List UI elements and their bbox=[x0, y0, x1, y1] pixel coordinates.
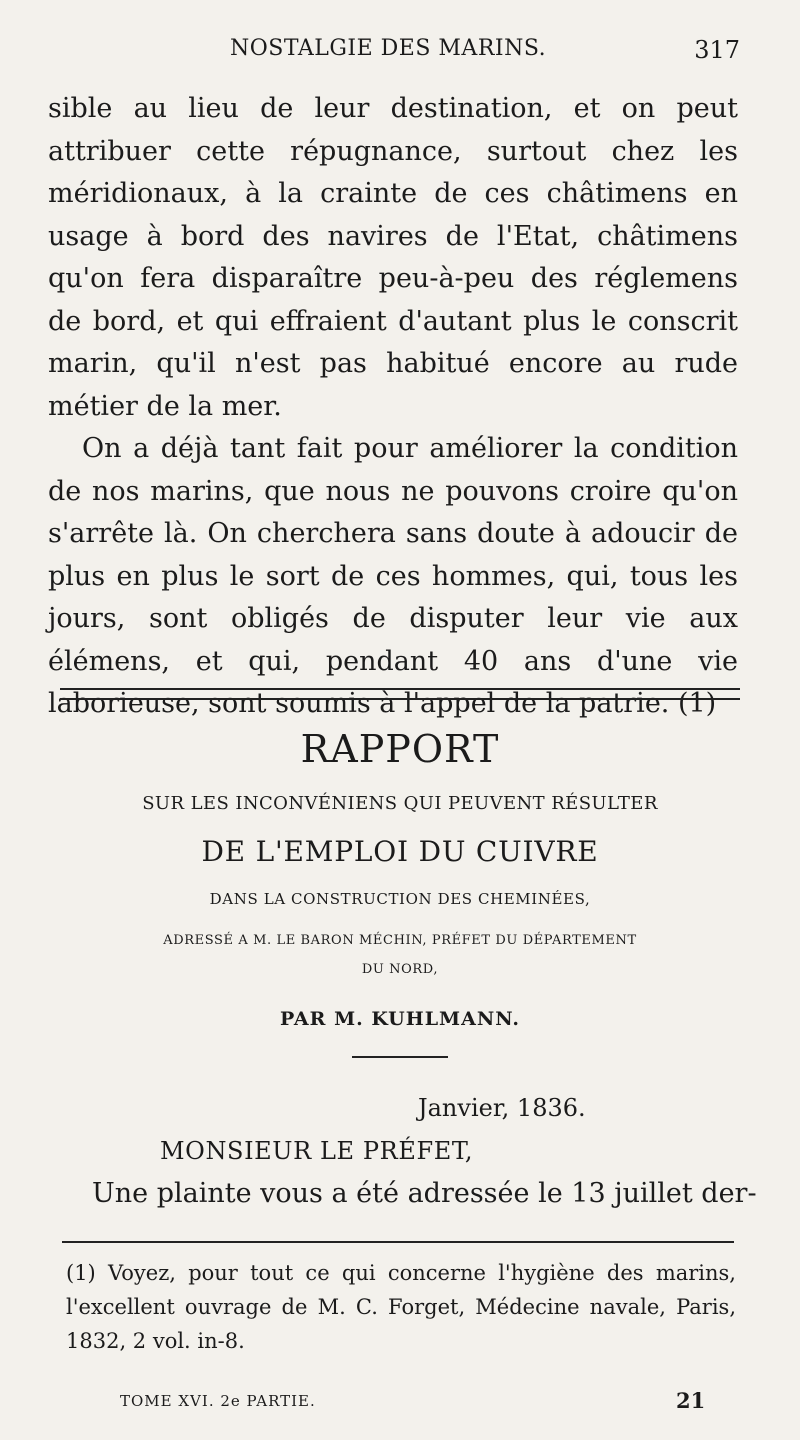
report-author: PAR M. KUHLMANN. bbox=[280, 1008, 520, 1030]
paragraph-1: sible au lieu de leur destination, et on peut attribuer cette répugnance, surtout chez les méridionaux, à la crainte de ces châtimens en usage à bord des navires de l'Etat, châtimens qu'on fera disparaître peu-à-peu des réglemens de bord, et qui effraient d'autant plus le conscrit marin, qu'il n'est pas habitué encore au rude métier de la mer. bbox=[48, 93, 738, 422]
report-title: RAPPORT bbox=[300, 727, 500, 771]
report-subtitle-4: ADRESSÉ A M. LE BARON MÉCHIN, PRÉFET DU DÉPARTEMENT bbox=[163, 933, 637, 948]
section-divider bbox=[60, 688, 740, 700]
signature-mark: TOME XVI. 2e PARTIE. bbox=[120, 1392, 316, 1410]
footnote bbox=[66, 1256, 736, 1358]
short-divider bbox=[352, 1056, 448, 1058]
footnote-divider bbox=[62, 1241, 734, 1243]
letter-date: Janvier, 1836. bbox=[418, 1094, 586, 1122]
letter-first-line: Une plainte vous a été adressée le 13 juillet der- bbox=[92, 1178, 757, 1209]
running-title: NOSTALGIE DES MARINS. bbox=[230, 36, 547, 61]
report-subtitle-1: SUR LES INCONVÉNIENS QUI PEUVENT RÉSULTER bbox=[142, 793, 658, 814]
paragraph-2: On a déjà tant fait pour améliorer la condition de nos marins, que nous ne pouvons croire qu'on s'arrête là. On cherchera sans doute à adoucir de plus en plus le sort de ces hommes, qui, tous les jours, sont obligés de disputer leur vie aux élémens, et qui, pendant 40 ans d'une vie laborieuse, sont soumis à l'appel de la patrie. (1) bbox=[48, 433, 738, 719]
body-text bbox=[48, 88, 738, 726]
page-header bbox=[230, 36, 740, 76]
report-subtitle-2: DE L'EMPLOI DU CUIVRE bbox=[201, 835, 599, 868]
page-number: 317 bbox=[694, 36, 740, 64]
report-subtitle-3: DANS LA CONSTRUCTION DES CHEMINÉES, bbox=[209, 890, 591, 908]
signature-number: 21 bbox=[676, 1388, 706, 1413]
footnote-text: (1) Voyez, pour tout ce qui concerne l'hygiène des marins, l'excellent ouvrage de M. C. Forget, Médecine navale, Paris, 1832, 2 vol. in-8. bbox=[66, 1261, 736, 1353]
report-subtitle-5: DU NORD, bbox=[361, 962, 439, 977]
letter-salutation: MONSIEUR LE PRÉFET, bbox=[160, 1137, 474, 1165]
